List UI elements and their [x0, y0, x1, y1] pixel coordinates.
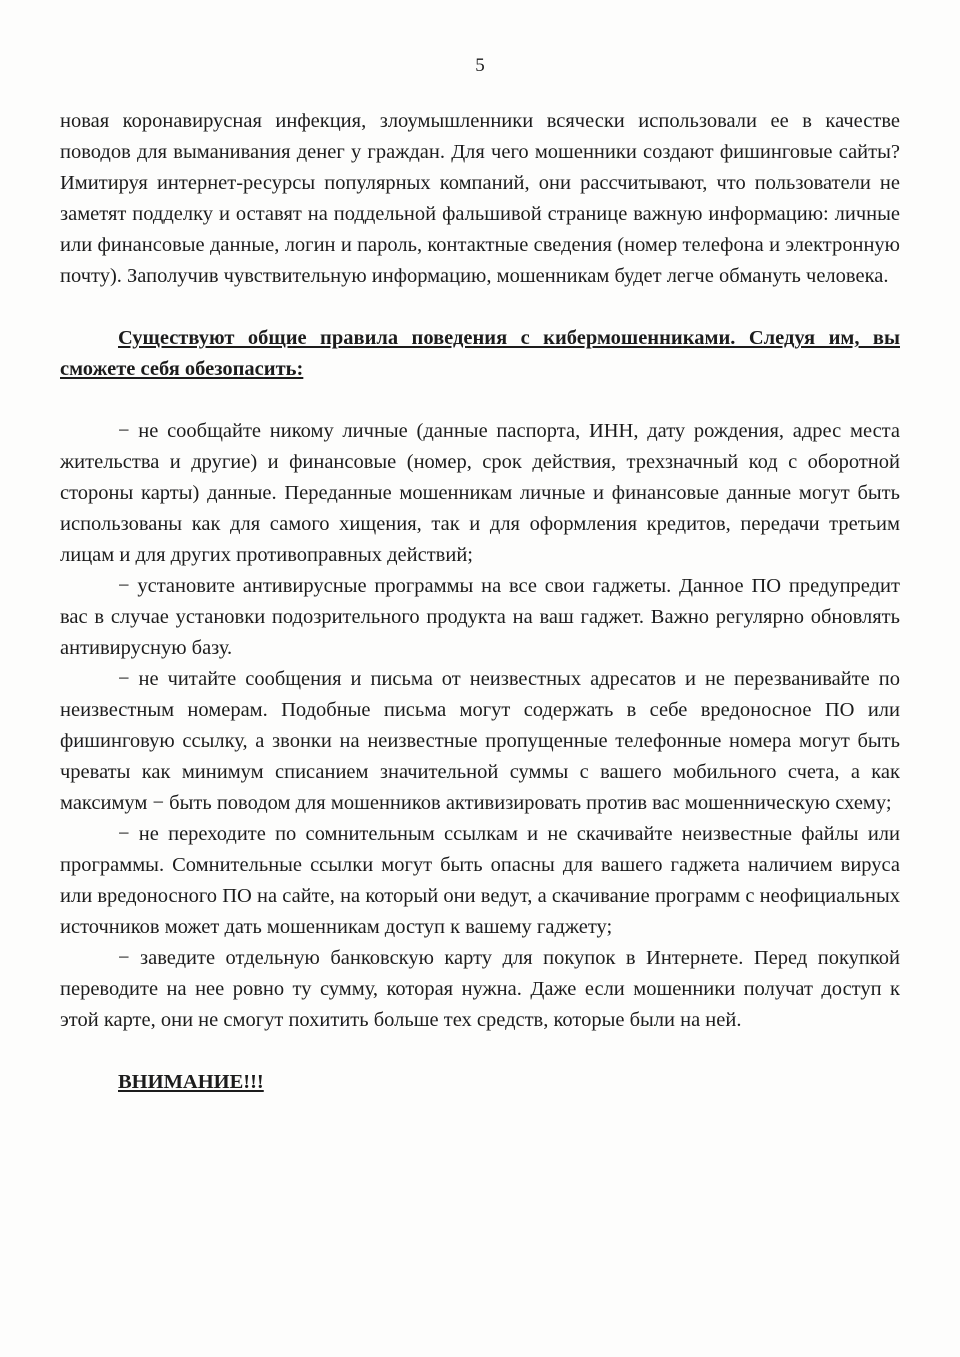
- rules-list: [60, 416, 900, 1036]
- rule-item-unknown-senders: − не читайте сообщения и письма от неизвестных адресатов и не перезванивайте по неизвестным номерам. Подобные письма могут содержать в себе вредоносное ПО или фишинговую ссылку, а звонки на неизвестные пропущенные телефонные номера могут быть чреваты как минимум списанием значительной суммы с вашего мобильного счета, а как максимум − быть поводом для мошенников активизировать против вас мошенническую схему;: [60, 668, 900, 814]
- section-heading: [60, 323, 900, 385]
- rule-item-personal-data: − не сообщайте никому личные (данные паспорта, ИНН, дату рождения, адрес места жительства и другие) и финансовые (номер, срок действия, трехзначный код с оборотной стороны карты) данные. Переданные мошенникам личные и финансовые данные могут быть использованы как для самого хищения, так и для оформления кредитов, передачи третьим лицам и для других противоправных действий;: [60, 420, 900, 566]
- attention-heading: [60, 1067, 900, 1098]
- rule-item-separate-card: − заведите отдельную банковскую карту для покупок в Интернете. Перед покупкой переводите на нее ровно ту сумму, которая нужна. Даже если мошенники получат доступ к этой карте, они не смогут похитить больше тех средств, которые были на ней.: [60, 947, 900, 1031]
- page-number: 5: [475, 55, 485, 76]
- attention-heading-text: ВНИМАНИЕ!!!: [118, 1071, 264, 1093]
- rule-item-suspicious-links: − не переходите по сомнительным ссылкам и не скачивайте неизвестные файлы или программы. Сомнительные ссылки могут быть опасны для вашего гаджета наличием вируса или вредоносного ПО на сайте, на который они ведут, а скачивание программ с неофициальных источников может дать мошенникам доступ к вашему гаджету;: [60, 823, 900, 938]
- section-heading-text: Существуют общие правила поведения с кибермошенниками. Следуя им, вы сможете себя обезопасить:: [60, 327, 900, 380]
- rule-item-antivirus: − установите антивирусные программы на все свои гаджеты. Данное ПО предупредит вас в случае установки подозрительного продукта на ваш гаджет. Важно регулярно обновлять антивирусную базу.: [60, 575, 900, 659]
- intro-paragraph: новая коронавирусная инфекция, злоумышленники всячески использовали ее в качестве поводов для выманивания денег у граждан. Для чего мошенники создают фишинговые сайты? Имитируя интернет-ресурсы популярных компаний, они рассчитывают, что пользователи не заметят подделку и оставят на поддельной фальшивой странице важную информацию: личные или финансовые данные, логин и пароль, контактные сведения (номер телефона и электронную почту). Заполучив чувствительную информацию, мошенникам будет легче обмануть человека.: [60, 110, 900, 287]
